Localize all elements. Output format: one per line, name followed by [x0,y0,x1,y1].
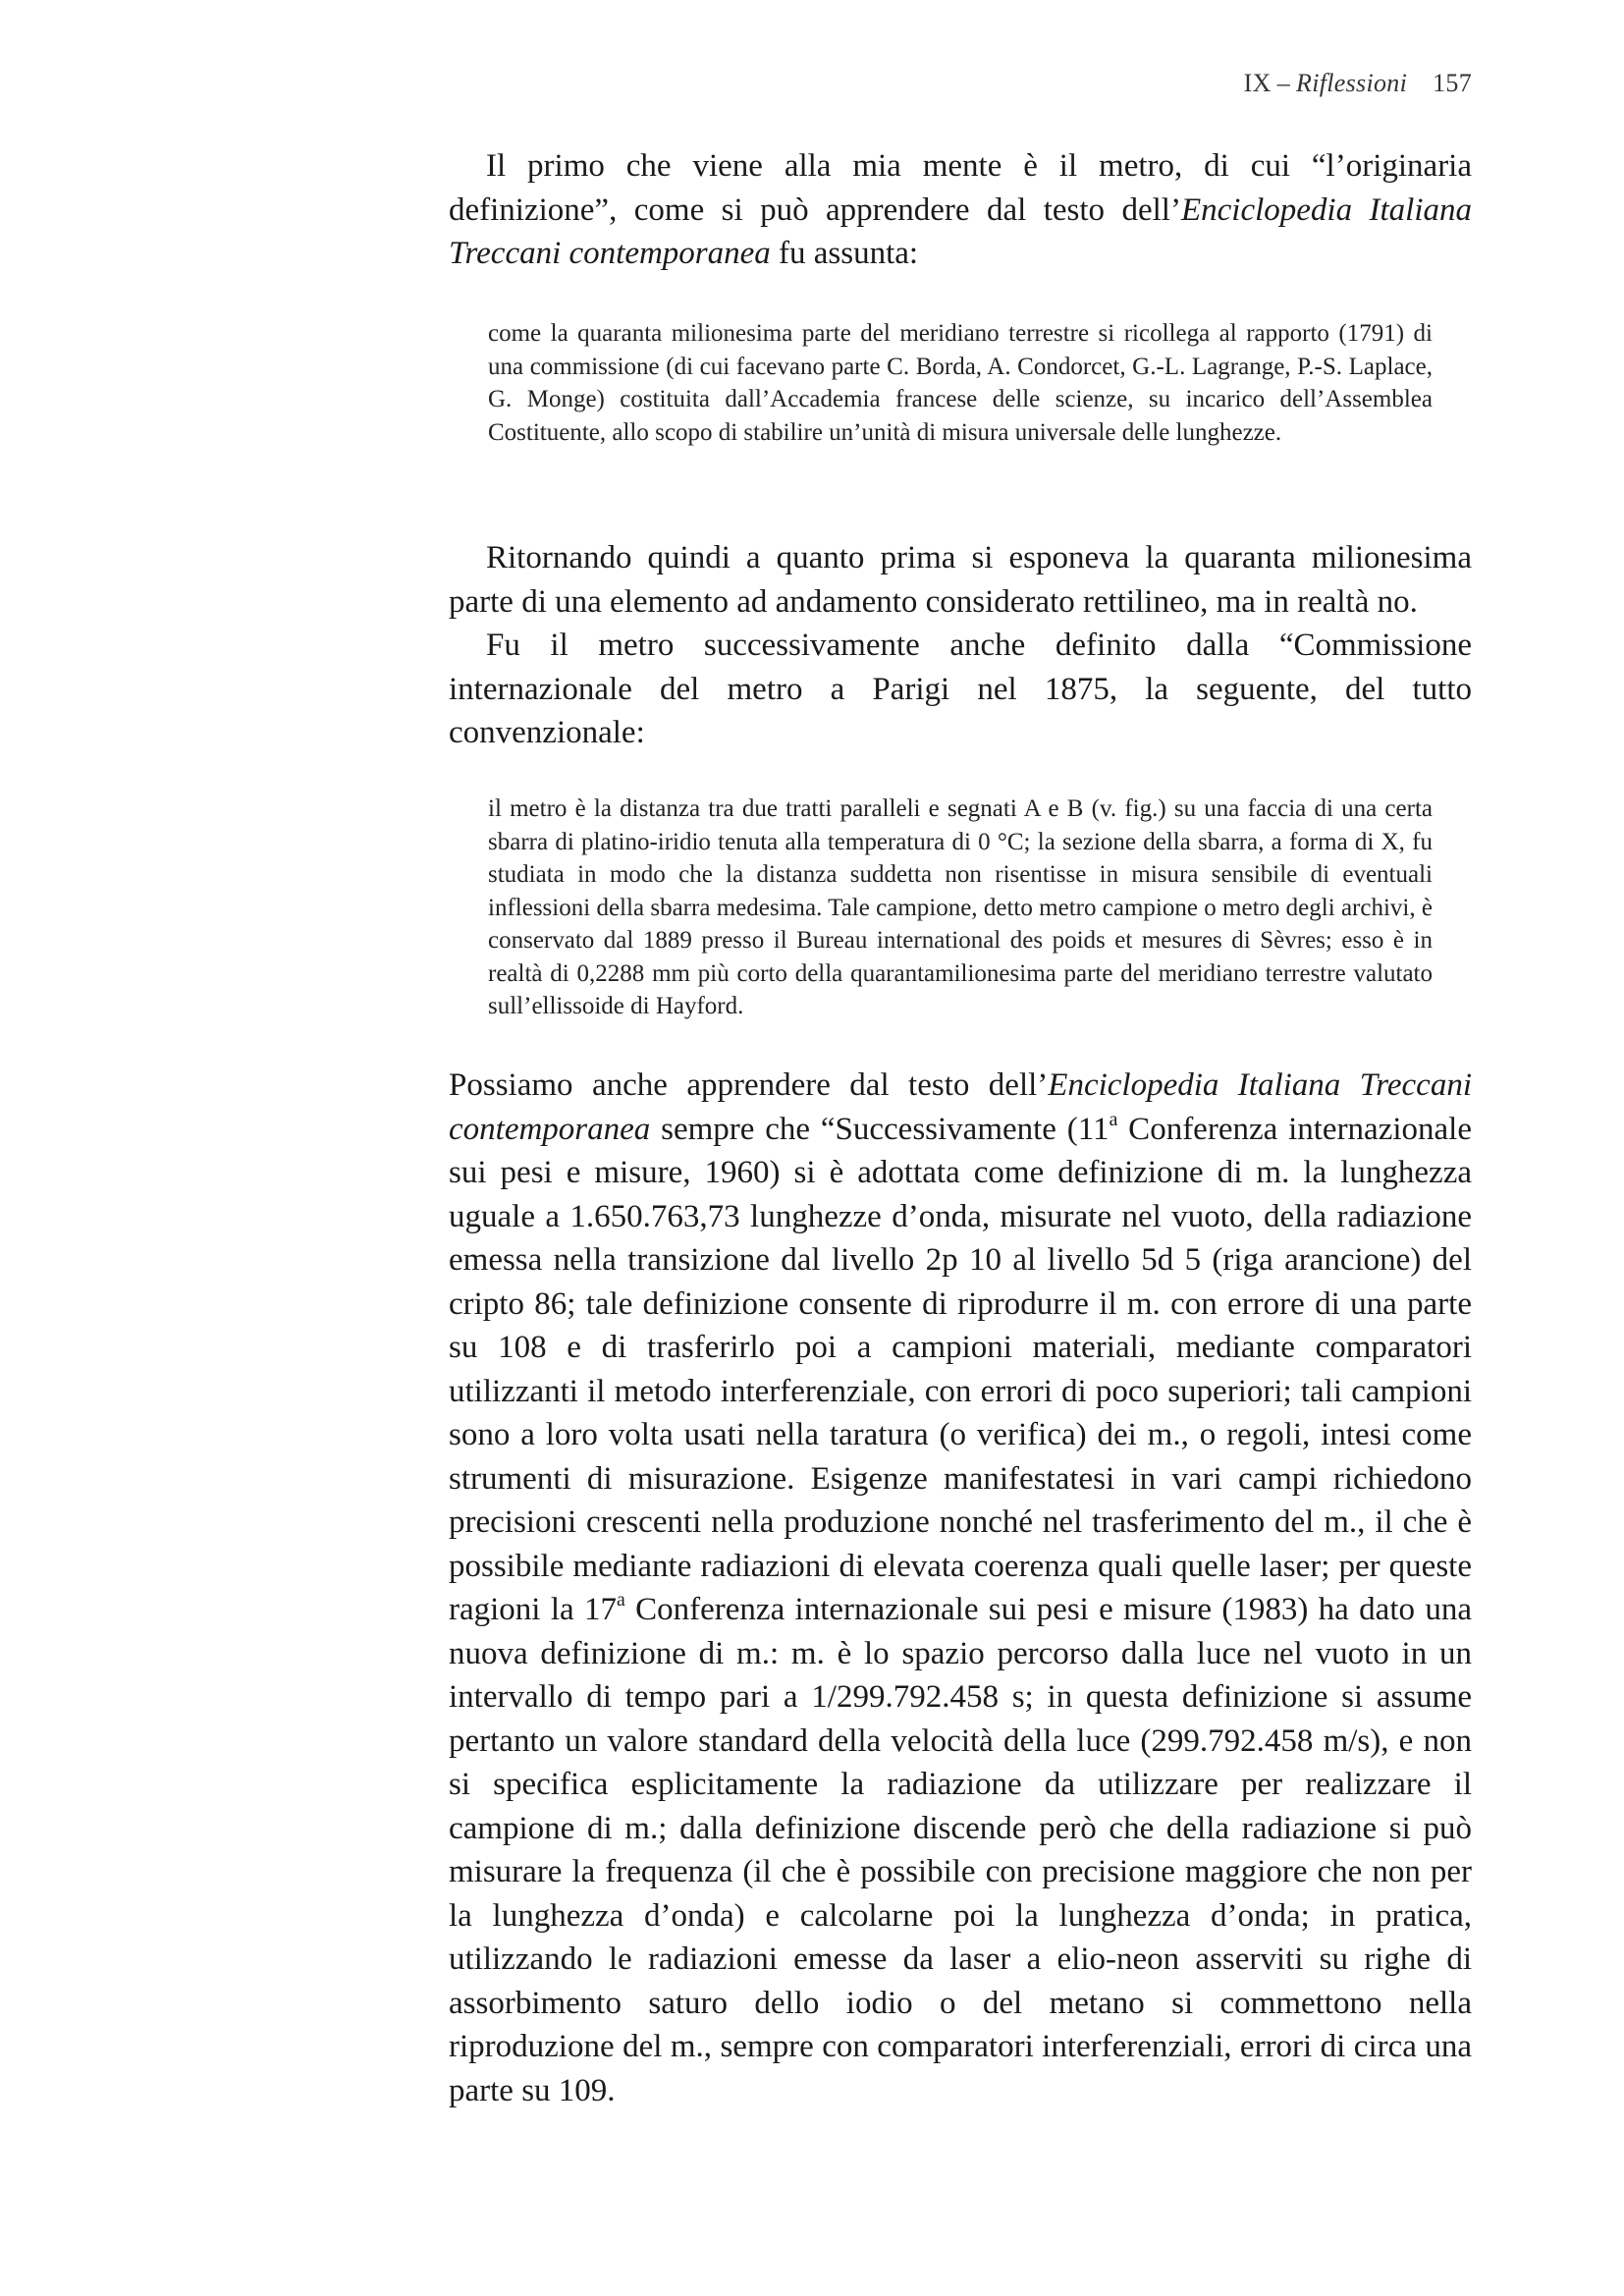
paragraph-1-italic-title: Enciclopedia Italiana Treccani contemporanea [449,191,1472,271]
paragraph-1-block [449,144,1472,276]
ordinal-superscript-2: a [617,1589,625,1612]
paragraph-4-block [449,1064,1472,2112]
paragraph-1-text-b: fu assunta: [770,236,919,271]
paragraph-4-text-c: Conferenza internazionale sui pesi e misure, 1960) si è adottata come definizione di m. la lunghezza uguale a 1.650.763,73 lunghezze d’onda, misurate nel vuoto, della radiazione emessa nella transizione dal livello 2p 10 al livello 5d 5 (riga arancione) del cripto 86; tale definizione consente di riprodurre il m. con errore di una parte su 108 e di trasferirlo poi a campioni materiali, mediante comparatori utilizzanti il metodo interferenziale, con errori di poco superiori; tali campioni sono a loro volta usati nella taratura (o verifica) dei m., o regoli, intesi come strumenti di misurazione. Esigenze manifestatesi in vari campi richiedono precisioni crescenti nella produzione nonché nel trasferimento del m., il che è possibile mediante radiazioni di elevata coerenza quali quelle laser; per queste ragioni la 17 [449,1111,1472,1627]
running-header [1244,69,1472,98]
paragraph-3: Fu il metro successivamente anche definito dalla “Commissione internazionale del metro a Parigi nel 1875, la seguente, del tutto convenzionale: [449,628,1472,750]
paragraph-4-text-b: sempre che “Successivamente (11 [650,1111,1110,1147]
chapter-title: Riflessioni [1296,69,1408,97]
paragraph-4 [449,1064,1472,2112]
block-quote-2: il metro è la distanza tra due tratti paralleli e segnati A e B (v. fig.) su una faccia di una certa sbarra di platino-iridio tenuta alla temperatura di 0 °C; la sezione della sbarra, a forma di X, fu studiata in modo che la distanza suddetta non risentisse in misura sensibile di eventuali inflessioni della sbarra medesima. Tale campione, detto metro campione o metro degli archivi, è conservato dal 1889 presso il Bureau international des poids et mesures di Sèvres; esso è in realtà di 0,2288 mm più corto della quarantamilionesima parte del meridiano terrestre valutato sull’ellissoide di Hayford. [488,795,1433,1019]
block-quote-1: come la quaranta milionesima parte del meridiano terrestre si ricollega al rapporto (1791) di una commissione (di cui facevano parte C. Borda, A. Condorcet, G.-L. Lagrange, P.-S. Laplace, G. Monge) costituita dall’Accademia francese delle scienze, su incarico dell’Assemblea Costituente, allo scopo di stabilire un’unità di misura universale delle lunghezze. [488,320,1433,446]
paragraph-2-block [449,536,1472,755]
paragraph-2: Ritornando quindi a quanto prima si esponeva la quaranta milionesima parte di una elemento ad andamento considerato rettilineo, ma in realtà no. [449,540,1472,620]
paragraph-1 [449,144,1472,276]
paragraph-4-text-d: Conferenza internazionale sui pesi e misure (1983) ha dato una nuova definizione di m.: m. è lo spazio percorso dalla luce nel vuoto in un intervallo di tempo pari a 1/299.792.458 s; in questa definizione si assume pertanto un valore standard della velocità della luce (299.792.458 m/s), e non si specifica esplicitamente la radiazione da utilizzare per realizzare il campione di m.; dalla definizione discende però che della radiazione si può misurare la frequenza (il che è possibile con precisione maggiore che non per la lunghezza d’onda) e calcolarne poi la lunghezza d’onda; in pratica, utilizzando le radiazioni emesse da laser a elio-neon asserviti su righe di assorbimento saturo dello iodio o del metano si commettono nella riproduzione del m., sempre con comparatori interferenziali, errori di circa una parte su 109. [449,1592,1472,2108]
paragraph-4-text-a: Possiamo anche apprendere dal testo dell’ [449,1067,1049,1103]
paragraph-1-text-a: Il primo che viene alla mia mente è il metro, di cui “l’originaria definizione”, come si può apprendere dal testo dell’ [449,148,1472,228]
ordinal-superscript-1: a [1109,1108,1118,1130]
paragraph-4-italic-title: Enciclopedia Italiana Treccani contemporanea [449,1067,1472,1147]
chapter-number: IX [1243,69,1272,97]
page-number: 157 [1433,69,1472,97]
header-separator: – [1276,69,1291,97]
